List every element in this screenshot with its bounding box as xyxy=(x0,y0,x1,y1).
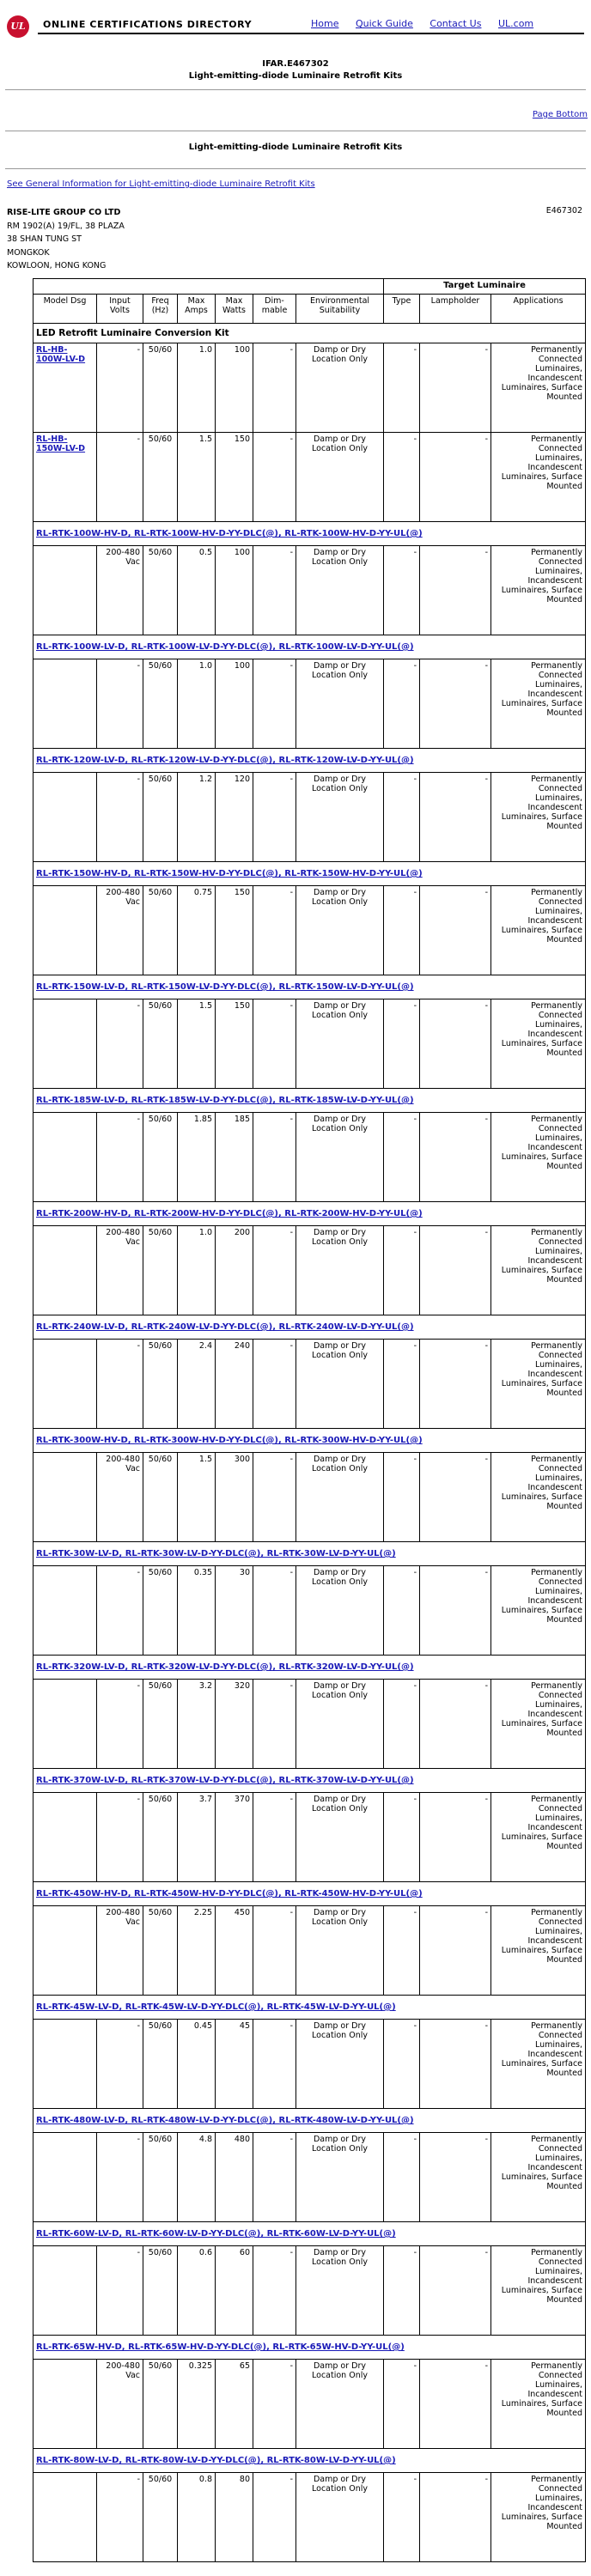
model-group-link[interactable]: RL-RTK-240W-LV-D, RL-RTK-240W-LV-D-YY-DLC(@), RL-RTK-240W-LV-D-YY-UL(@) xyxy=(34,1315,586,1340)
model-cell[interactable]: RL-HB-100W-LV-D xyxy=(34,343,97,433)
freq-cell: 50/60 xyxy=(143,1453,178,1542)
dimmable-cell: - xyxy=(253,546,296,635)
lampholder-cell: - xyxy=(420,343,491,433)
amps-cell: 3.2 xyxy=(178,1680,216,1769)
environment-cell: Damp or Dry Location Only xyxy=(296,1226,384,1315)
table-row xyxy=(34,2246,586,2336)
amps-cell: 0.6 xyxy=(178,2246,216,2336)
applications-cell: Permanently Connected Luminaires, Incandescent Luminaires, Surface Mounted xyxy=(491,1566,586,1656)
amps-cell: 1.0 xyxy=(178,343,216,433)
col-header: Freq (Hz) xyxy=(143,295,178,324)
lampholder-cell: - xyxy=(420,2020,491,2109)
watts-cell: 300 xyxy=(216,1453,253,1542)
freq-cell: 50/60 xyxy=(143,886,178,975)
volts-cell: 200-480 Vac xyxy=(97,1453,143,1542)
applications-cell: Permanently Connected Luminaires, Incandescent Luminaires, Surface Mounted xyxy=(491,1906,586,1996)
model-cell[interactable]: RL-HB-150W-LV-D xyxy=(34,433,97,522)
watts-cell: 150 xyxy=(216,433,253,522)
amps-cell: 0.325 xyxy=(178,2360,216,2449)
amps-cell: 1.85 xyxy=(178,1113,216,1202)
freq-cell: 50/60 xyxy=(143,999,178,1089)
type-cell: - xyxy=(384,1113,420,1202)
dimmable-cell: - xyxy=(253,1453,296,1542)
listing-table xyxy=(33,278,586,2562)
freq-cell: 50/60 xyxy=(143,1793,178,1882)
model-heading-row xyxy=(34,2109,586,2133)
freq-cell: 50/60 xyxy=(143,2473,178,2562)
header-spacer xyxy=(34,279,384,295)
lampholder-cell: - xyxy=(420,1453,491,1542)
company-address xyxy=(7,206,125,273)
watts-cell: 150 xyxy=(216,999,253,1089)
amps-cell: 1.0 xyxy=(178,1226,216,1315)
volts-cell: 200-480 Vac xyxy=(97,886,143,975)
col-header: Applications xyxy=(491,295,586,324)
address-line: 38 SHAN TUNG ST xyxy=(7,234,82,244)
lampholder-cell: - xyxy=(420,1566,491,1656)
volts-cell: 200-480 Vac xyxy=(97,1226,143,1315)
volts-cell: - xyxy=(97,1340,143,1429)
environment-cell: Damp or Dry Location Only xyxy=(296,1566,384,1656)
amps-cell: 0.75 xyxy=(178,886,216,975)
applications-cell: Permanently Connected Luminaires, Incandescent Luminaires, Surface Mounted xyxy=(491,2360,586,2449)
dimmable-cell: - xyxy=(253,659,296,749)
applications-cell: Permanently Connected Luminaires, Incandescent Luminaires, Surface Mounted xyxy=(491,2246,586,2336)
nav-ul-com-link[interactable]: UL.com xyxy=(497,18,534,29)
type-cell: - xyxy=(384,433,420,522)
table-row xyxy=(34,433,586,522)
model-group-link[interactable]: RL-RTK-320W-LV-D, RL-RTK-320W-LV-D-YY-DLC(@), RL-RTK-320W-LV-D-YY-UL(@) xyxy=(34,1656,586,1680)
applications-cell: Permanently Connected Luminaires, Incandescent Luminaires, Surface Mounted xyxy=(491,1113,586,1202)
model-heading-row xyxy=(34,975,586,999)
model-cell xyxy=(34,1453,97,1542)
dimmable-cell: - xyxy=(253,773,296,862)
model-cell xyxy=(34,1340,97,1429)
applications-cell: Permanently Connected Luminaires, Incandescent Luminaires, Surface Mounted xyxy=(491,2133,586,2222)
applications-cell: Permanently Connected Luminaires, Incandescent Luminaires, Surface Mounted xyxy=(491,1793,586,1882)
type-cell: - xyxy=(384,2246,420,2336)
type-cell: - xyxy=(384,999,420,1089)
table-row xyxy=(34,1680,586,1769)
watts-cell: 320 xyxy=(216,1680,253,1769)
model-cell xyxy=(34,1906,97,1996)
type-cell: - xyxy=(384,2473,420,2562)
dimmable-cell: - xyxy=(253,1566,296,1656)
model-group-link[interactable]: RL-RTK-60W-LV-D, RL-RTK-60W-LV-D-YY-DLC(@), RL-RTK-60W-LV-D-YY-UL(@) xyxy=(34,2222,586,2246)
model-heading-row xyxy=(34,1089,586,1113)
dimmable-cell: - xyxy=(253,1680,296,1769)
dimmable-cell: - xyxy=(253,1906,296,1996)
freq-cell: 50/60 xyxy=(143,433,178,522)
applications-cell: Permanently Connected Luminaires, Incandescent Luminaires, Surface Mounted xyxy=(491,1340,586,1429)
volts-cell: 200-480 Vac xyxy=(97,2360,143,2449)
table-row xyxy=(34,1340,586,1429)
applications-cell: Permanently Connected Luminaires, Incandescent Luminaires, Surface Mounted xyxy=(491,773,586,862)
environment-cell: Damp or Dry Location Only xyxy=(296,999,384,1089)
type-cell: - xyxy=(384,2133,420,2222)
type-cell: - xyxy=(384,1226,420,1315)
model-cell xyxy=(34,2020,97,2109)
general-info-link[interactable]: See General Information for Light-emitting-diode Luminaire Retrofit Kits xyxy=(7,179,315,189)
environment-cell: Damp or Dry Location Only xyxy=(296,546,384,635)
page-title xyxy=(0,58,591,82)
type-cell: - xyxy=(384,886,420,975)
site-title: ONLINE CERTIFICATIONS DIRECTORY xyxy=(43,19,253,30)
company-name: RISE-LITE GROUP CO LTD xyxy=(7,208,121,217)
type-cell: - xyxy=(384,343,420,433)
watts-cell: 100 xyxy=(216,343,253,433)
environment-cell: Damp or Dry Location Only xyxy=(296,2360,384,2449)
type-cell: - xyxy=(384,1680,420,1769)
type-cell: - xyxy=(384,659,420,749)
table-row xyxy=(34,1793,586,1882)
amps-cell: 0.8 xyxy=(178,2473,216,2562)
model-heading-row xyxy=(34,1769,586,1793)
model-group-link[interactable]: RL-RTK-80W-LV-D, RL-RTK-80W-LV-D-YY-DLC(@), RL-RTK-80W-LV-D-YY-UL(@) xyxy=(34,2449,586,2473)
volts-cell: - xyxy=(97,2246,143,2336)
freq-cell: 50/60 xyxy=(143,2020,178,2109)
model-cell xyxy=(34,2246,97,2336)
dimmable-cell: - xyxy=(253,886,296,975)
watts-cell: 45 xyxy=(216,2020,253,2109)
col-header: Max Amps xyxy=(178,295,216,324)
model-group-link[interactable]: RL-RTK-450W-HV-D, RL-RTK-450W-HV-D-YY-DLC(@), RL-RTK-450W-HV-D-YY-UL(@) xyxy=(34,1882,586,1906)
table-row xyxy=(34,1113,586,1202)
model-heading-row xyxy=(34,1429,586,1453)
model-cell xyxy=(34,1226,97,1315)
environment-cell: Damp or Dry Location Only xyxy=(296,2473,384,2562)
environment-cell: Damp or Dry Location Only xyxy=(296,1793,384,1882)
category-code: IFAR.E467302 xyxy=(262,59,329,69)
model-heading-row xyxy=(34,1202,586,1226)
col-header: Lampholder xyxy=(420,295,491,324)
freq-cell: 50/60 xyxy=(143,1906,178,1996)
table-row xyxy=(34,2473,586,2562)
model-heading-row xyxy=(34,749,586,773)
table-row xyxy=(34,2360,586,2449)
dimmable-cell: - xyxy=(253,2246,296,2336)
freq-cell: 50/60 xyxy=(143,1226,178,1315)
file-number: E467302 xyxy=(545,206,582,216)
watts-cell: 150 xyxy=(216,886,253,975)
applications-cell: Permanently Connected Luminaires, Incandescent Luminaires, Surface Mounted xyxy=(491,546,586,635)
page-bottom-link[interactable]: Page Bottom xyxy=(532,110,588,119)
environment-cell: Damp or Dry Location Only xyxy=(296,773,384,862)
volts-cell: - xyxy=(97,1680,143,1769)
type-cell: - xyxy=(384,1793,420,1882)
watts-cell: 450 xyxy=(216,1906,253,1996)
environment-cell: Damp or Dry Location Only xyxy=(296,2246,384,2336)
type-cell: - xyxy=(384,1340,420,1429)
watts-cell: 80 xyxy=(216,2473,253,2562)
model-cell xyxy=(34,2473,97,2562)
model-heading-row xyxy=(34,522,586,546)
model-heading-row xyxy=(34,1315,586,1340)
watts-cell: 100 xyxy=(216,546,253,635)
applications-cell: Permanently Connected Luminaires, Incandescent Luminaires, Surface Mounted xyxy=(491,886,586,975)
model-group-link[interactable]: RL-RTK-480W-LV-D, RL-RTK-480W-LV-D-YY-DLC(@), RL-RTK-480W-LV-D-YY-UL(@) xyxy=(34,2109,586,2133)
lampholder-cell: - xyxy=(420,1906,491,1996)
amps-cell: 1.2 xyxy=(178,773,216,862)
freq-cell: 50/60 xyxy=(143,343,178,433)
freq-cell: 50/60 xyxy=(143,546,178,635)
dimmable-cell: - xyxy=(253,433,296,522)
type-cell: - xyxy=(384,546,420,635)
table-row xyxy=(34,343,586,433)
model-heading-row xyxy=(34,2336,586,2360)
watts-cell: 60 xyxy=(216,2246,253,2336)
model-group-link[interactable]: RL-RTK-300W-HV-D, RL-RTK-300W-HV-D-YY-DLC(@), RL-RTK-300W-HV-D-YY-UL(@) xyxy=(34,1429,586,1453)
model-heading-row xyxy=(34,1542,586,1566)
lampholder-cell: - xyxy=(420,659,491,749)
lampholder-cell: - xyxy=(420,2473,491,2562)
col-header: Type xyxy=(384,295,420,324)
watts-cell: 240 xyxy=(216,1340,253,1429)
model-cell xyxy=(34,659,97,749)
divider xyxy=(5,168,586,169)
lampholder-cell: - xyxy=(420,433,491,522)
amps-cell: 2.25 xyxy=(178,1906,216,1996)
table-row xyxy=(34,1226,586,1315)
model-group-link[interactable]: RL-RTK-100W-HV-D, RL-RTK-100W-HV-D-YY-DLC(@), RL-RTK-100W-HV-D-YY-UL(@) xyxy=(34,522,586,546)
dimmable-cell: - xyxy=(253,999,296,1089)
header-divider xyxy=(38,33,584,34)
volts-cell: - xyxy=(97,433,143,522)
model-cell xyxy=(34,2133,97,2222)
freq-cell: 50/60 xyxy=(143,659,178,749)
lampholder-cell: - xyxy=(420,2246,491,2336)
amps-cell: 1.5 xyxy=(178,433,216,522)
environment-cell: Damp or Dry Location Only xyxy=(296,2133,384,2222)
environment-cell: Damp or Dry Location Only xyxy=(296,1453,384,1542)
lampholder-cell: - xyxy=(420,886,491,975)
amps-cell: 1.5 xyxy=(178,999,216,1089)
model-group-link[interactable]: RL-RTK-45W-LV-D, RL-RTK-45W-LV-D-YY-DLC(@), RL-RTK-45W-LV-D-YY-UL(@) xyxy=(34,1996,586,2020)
watts-cell: 370 xyxy=(216,1793,253,1882)
type-cell: - xyxy=(384,1453,420,1542)
address-line: MONGKOK xyxy=(7,247,50,258)
dimmable-cell: - xyxy=(253,1793,296,1882)
applications-cell: Permanently Connected Luminaires, Incandescent Luminaires, Surface Mounted xyxy=(491,2473,586,2562)
table-row xyxy=(34,1906,586,1996)
dimmable-cell: - xyxy=(253,1340,296,1429)
type-cell: - xyxy=(384,2020,420,2109)
nav-quick-guide-link[interactable]: Quick Guide xyxy=(355,18,413,29)
freq-cell: 50/60 xyxy=(143,1113,178,1202)
group-heading: LED Retrofit Luminaire Conversion Kit xyxy=(34,324,586,343)
applications-cell: Permanently Connected Luminaires, Incandescent Luminaires, Surface Mounted xyxy=(491,2020,586,2109)
watts-cell: 120 xyxy=(216,773,253,862)
lampholder-cell: - xyxy=(420,1113,491,1202)
address-line: RM 1902(A) 19/FL, 38 PLAZA xyxy=(7,221,125,231)
model-group-link[interactable]: RL-RTK-150W-LV-D, RL-RTK-150W-LV-D-YY-DLC(@), RL-RTK-150W-LV-D-YY-UL(@) xyxy=(34,975,586,999)
lampholder-cell: - xyxy=(420,1793,491,1882)
col-header: Model Dsg xyxy=(34,295,97,324)
dimmable-cell: - xyxy=(253,343,296,433)
amps-cell: 1.5 xyxy=(178,1453,216,1542)
freq-cell: 50/60 xyxy=(143,1680,178,1769)
volts-cell: - xyxy=(97,1566,143,1656)
applications-cell: Permanently Connected Luminaires, Incandescent Luminaires, Surface Mounted xyxy=(491,1453,586,1542)
model-heading-row xyxy=(34,1882,586,1906)
model-heading-row xyxy=(34,2449,586,2473)
model-heading-row xyxy=(34,1656,586,1680)
applications-cell: Permanently Connected Luminaires, Incandescent Luminaires, Surface Mounted xyxy=(491,433,586,522)
dimmable-cell: - xyxy=(253,2473,296,2562)
model-cell xyxy=(34,886,97,975)
address-line: KOWLOON, HONG KONG xyxy=(7,261,107,270)
applications-cell: Permanently Connected Luminaires, Incandescent Luminaires, Surface Mounted xyxy=(491,343,586,433)
divider xyxy=(5,89,586,90)
type-cell: - xyxy=(384,2360,420,2449)
type-cell: - xyxy=(384,1906,420,1996)
applications-cell: Permanently Connected Luminaires, Incandescent Luminaires, Surface Mounted xyxy=(491,999,586,1089)
dimmable-cell: - xyxy=(253,1226,296,1315)
watts-cell: 200 xyxy=(216,1226,253,1315)
volts-cell: - xyxy=(97,2020,143,2109)
freq-cell: 50/60 xyxy=(143,1566,178,1656)
target-luminaire-header: Target Luminaire xyxy=(384,279,586,295)
table-row xyxy=(34,659,586,749)
environment-cell: Damp or Dry Location Only xyxy=(296,433,384,522)
model-heading-row xyxy=(34,635,586,659)
col-header: Environmental Suitability xyxy=(296,295,384,324)
amps-cell: 0.35 xyxy=(178,1566,216,1656)
model-cell xyxy=(34,1793,97,1882)
type-cell: - xyxy=(384,1566,420,1656)
volts-cell: - xyxy=(97,999,143,1089)
model-group-link[interactable]: RL-RTK-370W-LV-D, RL-RTK-370W-LV-D-YY-DLC(@), RL-RTK-370W-LV-D-YY-UL(@) xyxy=(34,1769,586,1793)
model-group-link[interactable]: RL-RTK-185W-LV-D, RL-RTK-185W-LV-D-YY-DLC(@), RL-RTK-185W-LV-D-YY-UL(@) xyxy=(34,1089,586,1113)
amps-cell: 4.8 xyxy=(178,2133,216,2222)
lampholder-cell: - xyxy=(420,773,491,862)
applications-cell: Permanently Connected Luminaires, Incandescent Luminaires, Surface Mounted xyxy=(491,1680,586,1769)
freq-cell: 50/60 xyxy=(143,2360,178,2449)
volts-cell: 200-480 Vac xyxy=(97,546,143,635)
environment-cell: Damp or Dry Location Only xyxy=(296,2020,384,2109)
table-row xyxy=(34,999,586,1089)
volts-cell: - xyxy=(97,2473,143,2562)
dimmable-cell: - xyxy=(253,2360,296,2449)
volts-cell: 200-480 Vac xyxy=(97,1906,143,1996)
nav-home-link[interactable]: Home xyxy=(311,18,339,29)
model-heading-row xyxy=(34,1996,586,2020)
col-header: Input Volts xyxy=(97,295,143,324)
table-row xyxy=(34,886,586,975)
applications-cell: Permanently Connected Luminaires, Incandescent Luminaires, Surface Mounted xyxy=(491,1226,586,1315)
nav-contact-us-link[interactable]: Contact Us xyxy=(430,18,482,29)
volts-cell: - xyxy=(97,1113,143,1202)
model-cell xyxy=(34,1680,97,1769)
environment-cell: Damp or Dry Location Only xyxy=(296,659,384,749)
applications-cell: Permanently Connected Luminaires, Incandescent Luminaires, Surface Mounted xyxy=(491,659,586,749)
model-group-link[interactable]: RL-RTK-100W-LV-D, RL-RTK-100W-LV-D-YY-DLC(@), RL-RTK-100W-LV-D-YY-UL(@) xyxy=(34,635,586,659)
model-cell xyxy=(34,1113,97,1202)
lampholder-cell: - xyxy=(420,1680,491,1769)
environment-cell: Damp or Dry Location Only xyxy=(296,343,384,433)
environment-cell: Damp or Dry Location Only xyxy=(296,1340,384,1429)
col-header: Dim-mable xyxy=(253,295,296,324)
model-group-link[interactable]: RL-RTK-120W-LV-D, RL-RTK-120W-LV-D-YY-DLC(@), RL-RTK-120W-LV-D-YY-UL(@) xyxy=(34,749,586,773)
volts-cell: - xyxy=(97,1793,143,1882)
model-group-link[interactable]: RL-RTK-150W-HV-D, RL-RTK-150W-HV-D-YY-DLC(@), RL-RTK-150W-HV-D-YY-UL(@) xyxy=(34,862,586,886)
lampholder-cell: - xyxy=(420,546,491,635)
watts-cell: 100 xyxy=(216,659,253,749)
lampholder-cell: - xyxy=(420,999,491,1089)
section-title: Light-emitting-diode Luminaire Retrofit Kits xyxy=(188,143,403,152)
volts-cell: - xyxy=(97,2133,143,2222)
amps-cell: 3.7 xyxy=(178,1793,216,1882)
amps-cell: 0.45 xyxy=(178,2020,216,2109)
environment-cell: Damp or Dry Location Only xyxy=(296,1680,384,1769)
environment-cell: Damp or Dry Location Only xyxy=(296,1906,384,1996)
freq-cell: 50/60 xyxy=(143,1340,178,1429)
ul-logo[interactable]: UL xyxy=(7,15,29,38)
table-row xyxy=(34,2020,586,2109)
freq-cell: 50/60 xyxy=(143,773,178,862)
volts-cell: - xyxy=(97,343,143,433)
model-group-link[interactable]: RL-RTK-65W-HV-D, RL-RTK-65W-HV-D-YY-DLC(@), RL-RTK-65W-HV-D-YY-UL(@) xyxy=(34,2336,586,2360)
dimmable-cell: - xyxy=(253,2133,296,2222)
lampholder-cell: - xyxy=(420,2133,491,2222)
volts-cell: - xyxy=(97,659,143,749)
watts-cell: 480 xyxy=(216,2133,253,2222)
category-title: Light-emitting-diode Luminaire Retrofit Kits xyxy=(188,71,403,81)
watts-cell: 185 xyxy=(216,1113,253,1202)
freq-cell: 50/60 xyxy=(143,2246,178,2336)
table-row xyxy=(34,1453,586,1542)
freq-cell: 50/60 xyxy=(143,2133,178,2222)
site-header xyxy=(0,0,591,38)
dimmable-cell: - xyxy=(253,2020,296,2109)
dimmable-cell: - xyxy=(253,1113,296,1202)
amps-cell: 2.4 xyxy=(178,1340,216,1429)
table-row xyxy=(34,546,586,635)
environment-cell: Damp or Dry Location Only xyxy=(296,1113,384,1202)
table-row xyxy=(34,773,586,862)
lampholder-cell: - xyxy=(420,1226,491,1315)
amps-cell: 1.0 xyxy=(178,659,216,749)
volts-cell: - xyxy=(97,773,143,862)
model-heading-row xyxy=(34,862,586,886)
table-row xyxy=(34,1566,586,1656)
model-cell xyxy=(34,546,97,635)
amps-cell: 0.5 xyxy=(178,546,216,635)
model-cell xyxy=(34,773,97,862)
model-cell xyxy=(34,1566,97,1656)
model-heading-row xyxy=(34,2222,586,2246)
model-group-link[interactable]: RL-RTK-30W-LV-D, RL-RTK-30W-LV-D-YY-DLC(@), RL-RTK-30W-LV-D-YY-UL(@) xyxy=(34,1542,586,1566)
col-header: Max Watts xyxy=(216,295,253,324)
watts-cell: 30 xyxy=(216,1566,253,1656)
lampholder-cell: - xyxy=(420,2360,491,2449)
lampholder-cell: - xyxy=(420,1340,491,1429)
environment-cell: Damp or Dry Location Only xyxy=(296,886,384,975)
table-row xyxy=(34,2133,586,2222)
model-cell xyxy=(34,2360,97,2449)
top-nav xyxy=(311,18,547,29)
type-cell: - xyxy=(384,773,420,862)
model-group-link[interactable]: RL-RTK-200W-HV-D, RL-RTK-200W-HV-D-YY-DLC(@), RL-RTK-200W-HV-D-YY-UL(@) xyxy=(34,1202,586,1226)
watts-cell: 65 xyxy=(216,2360,253,2449)
model-cell xyxy=(34,999,97,1089)
